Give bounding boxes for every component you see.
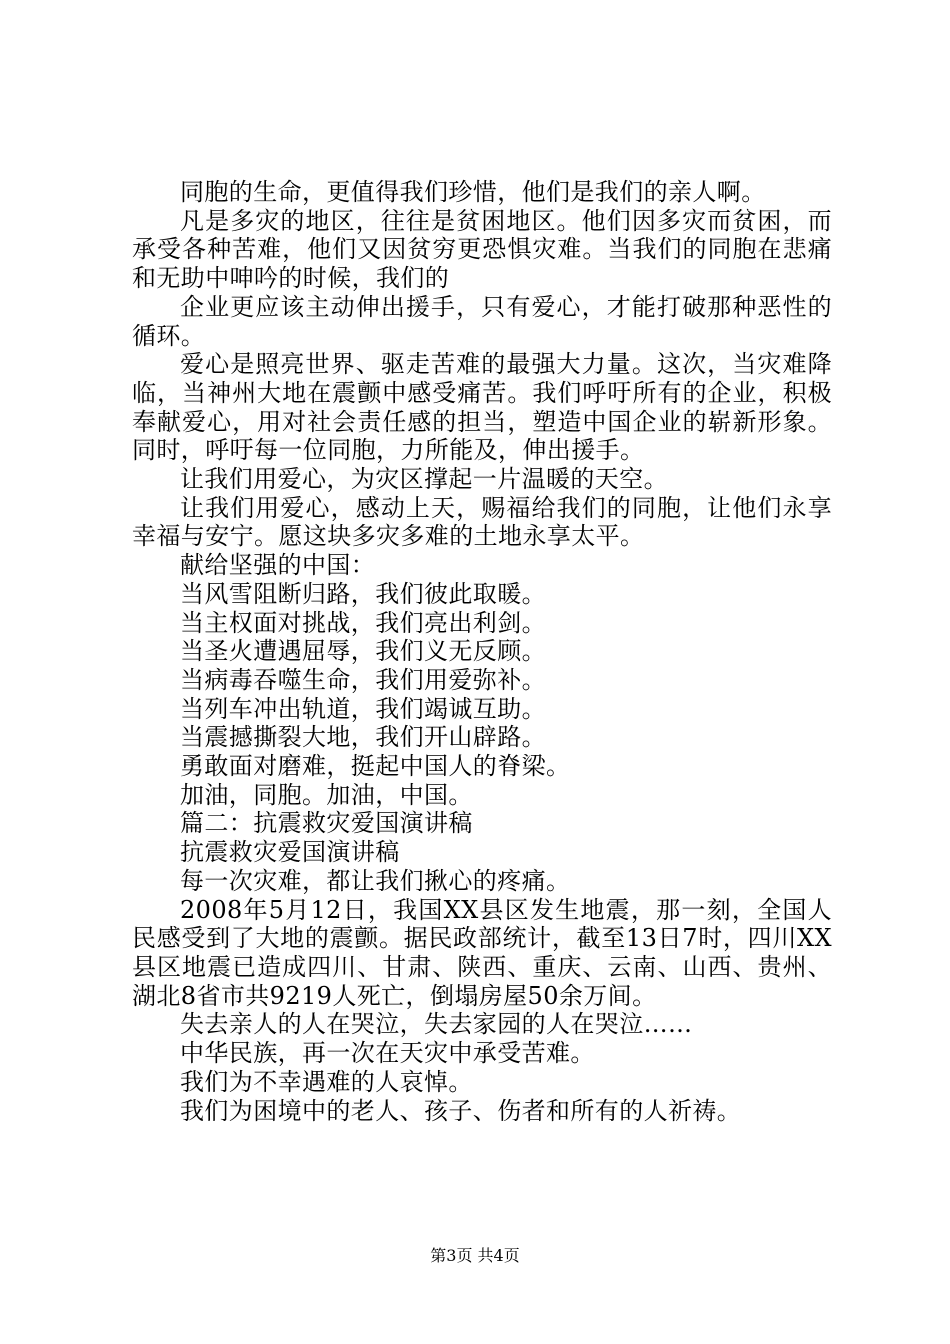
paragraph: 献给坚强的中国：	[180, 551, 376, 580]
page-number-footer: 第3页 共4页	[430, 1246, 520, 1265]
poem-line: 当震撼撕裂大地，我们开山辟路。	[180, 723, 546, 752]
paragraph: 中华民族，再一次在天灾中承受苦难。	[180, 1039, 595, 1068]
paragraph: 我们为不幸遇难的人哀悼。	[180, 1067, 473, 1096]
paragraph: 爱心是照亮世界、驱走苦难的最强大力量。这次，当灾难降临，当神州大地在震颤中感受痛苦。我们呼吁所有的企业，积极奉献爱心，用对社会责任感的担当，塑造中国企业的崭新形象。同时，呼吁每一位同胞，力所能及，伸出援手。	[132, 350, 832, 465]
poem-line: 当列车冲出轨道，我们竭诚互助。	[180, 694, 546, 723]
poem-line: 当主权面对挑战，我们亮出利剑。	[180, 608, 546, 637]
poem-line: 当圣火遭遇屈辱，我们义无反顾。	[180, 637, 546, 666]
paragraph: 让我们用爱心，为灾区撑起一片温暖的天空。	[180, 465, 668, 494]
paragraph: 让我们用爱心，感动上天，赐福给我们的同胞，让他们永享幸福与安宁。愿这块多灾多难的土地永享太平。	[132, 493, 832, 551]
paragraph: 我们为困境中的老人、孩子、伤者和所有的人祈祷。	[180, 1096, 742, 1125]
paragraph: 2008年5月12日，我国XX县区发生地震，那一刻，全国人民感受到了大地的震颤。据民政部统计，截至13日7时，四川XX县区地震已造成四川、甘肃、陕西、重庆、云南、山西、贵州、湖北8省市共9219人死亡，倒塌房屋50余万间。	[132, 895, 832, 1010]
poem-line: 加油，同胞。加油，中国。	[180, 780, 473, 809]
poem-line: 勇敢面对磨难，挺起中国人的脊梁。	[180, 752, 571, 781]
poem-line: 当病毒吞噬生命，我们用爱弥补。	[180, 665, 546, 694]
paragraph: 失去亲人的人在哭泣，失去家园的人在哭泣……	[180, 1010, 693, 1039]
paragraph: 凡是多灾的地区，往往是贫困地区。他们因多灾而贫困，而承受各种苦难，他们又因贫穷更恐惧灾难。当我们的同胞在悲痛和无助中呻吟的时候，我们的	[132, 206, 832, 293]
paragraph: 企业更应该主动伸出援手，只有爱心，才能打破那种恶性的循环。	[132, 292, 832, 350]
section-heading: 篇二：抗震救灾爱国演讲稿	[180, 809, 473, 838]
paragraph: 每一次灾难，都让我们揪心的疼痛。	[180, 866, 571, 895]
section-title: 抗震救灾爱国演讲稿	[180, 838, 400, 867]
paragraph: 同胞的生命，更值得我们珍惜，他们是我们的亲人啊。	[180, 178, 766, 206]
poem-line: 当风雪阻断归路，我们彼此取暖。	[180, 579, 546, 608]
document-body	[132, 178, 832, 1125]
